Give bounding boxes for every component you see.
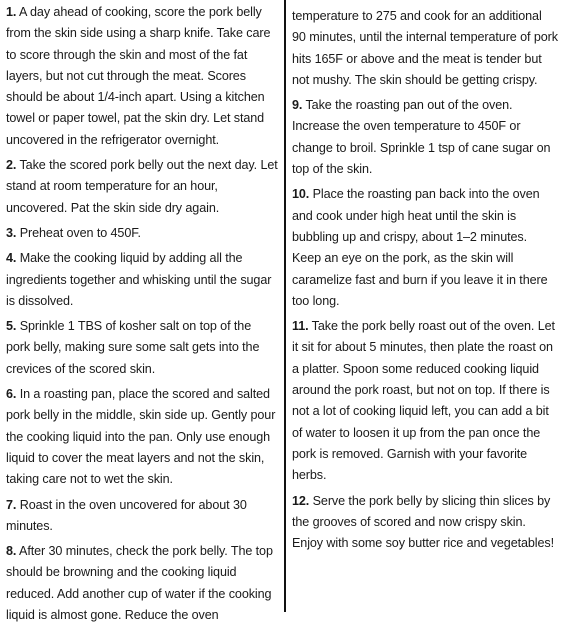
step-11: [292, 316, 558, 486]
step-text: In a roasting pan, place the scored and salted pork belly in the middle, skin side up. Gently pour the cooking liquid into the pan. Only use enough liquid to cover the meat layers and not the skin, taking care not to wet the skin.: [6, 387, 276, 487]
step-text: A day ahead of cooking, score the pork belly from the skin side using a sharp knife. Take care to score through the skin and most of the fat layers, but not cut through the meat. Scores should be about 1/4-inch apart. Using a kitchen towel or paper towel, pat the skin dry. Let stand uncovered in the refrigerator overnight.: [6, 5, 271, 147]
step-10: [292, 184, 558, 312]
step-8-continuation: temperature to 275 and cook for an additional 90 minutes, until the internal temperature of pork hits 165F or above and the meat is tender but not mushy. The skin should be getting crispy.: [292, 9, 558, 87]
step-text: Take the roasting pan out of the oven. Increase the oven temperature to 450F or change to broil. Sprinkle 1 tsp of cane sugar on top of the skin.: [292, 98, 551, 177]
step-text: Preheat oven to 450F.: [16, 225, 141, 240]
step-text: Sprinkle 1 TBS of kosher salt on top of the pork belly, making sure some salt gets into the crevices of the scored skin.: [6, 319, 260, 376]
step-text: After 30 minutes, check the pork belly. The top should be browning and the cooking liquid reduced. Add another cup of water if the cooking liquid is almost gone. Reduce the oven: [6, 544, 273, 623]
step-number: 11.: [292, 319, 309, 334]
step-text: Place the roasting pan back into the oven and cook under high heat until the skin is bubbling up and crispy, about 1–2 minutes. Keep an eye on the pork, as the skin will caramelize fast and burn if you leave it in there too long.: [292, 187, 548, 308]
step-number: 2.: [6, 158, 17, 173]
step-number: 12.: [292, 493, 310, 508]
step-7: [6, 495, 278, 538]
step-2: [6, 155, 278, 219]
step-number: 6.: [6, 387, 17, 402]
step-8: [6, 541, 278, 626]
step-number: 3.: [6, 225, 17, 240]
step-number: 1.: [6, 5, 17, 19]
left-column: [6, 0, 278, 630]
step-text: Make the cooking liquid by adding all the ingredients together and whisking until the sugar is dissolved.: [6, 251, 272, 308]
step-6: [6, 384, 278, 490]
step-1: [6, 2, 278, 151]
step-number: 7.: [6, 497, 17, 512]
step-9: [292, 95, 558, 180]
step-5: [6, 316, 278, 380]
step-number: 5.: [6, 319, 17, 334]
step-number: 9.: [292, 98, 303, 113]
step-number: 8.: [6, 544, 17, 559]
step-4: [6, 248, 278, 312]
step-12: [292, 491, 558, 555]
step-text: Roast in the oven uncovered for about 30 minutes.: [6, 497, 247, 533]
column-divider: [284, 0, 286, 612]
step-number: 10.: [292, 187, 310, 202]
step-3: [6, 223, 278, 244]
step-text: Take the pork belly roast out of the oven. Let it sit for about 5 minutes, then plate the roast on a platter. Spoon some reduced cooking liquid around the pork roast, but not on top. If there is not a lot of cooking liquid left, you can add a bit of water to loosen it up from the pan once the pork is removed. Garnish with your favorite herbs.: [292, 319, 555, 483]
step-number: 4.: [6, 251, 17, 266]
step-text: Serve the pork belly by slicing thin slices by the grooves of scored and now crispy skin. Enjoy with some soy butter rice and vegetables!: [292, 493, 555, 551]
right-column: [292, 0, 558, 558]
step-text: Take the scored pork belly out the next day. Let stand at room temperature for an hour, uncovered. Pat the skin side dry again.: [6, 158, 278, 215]
